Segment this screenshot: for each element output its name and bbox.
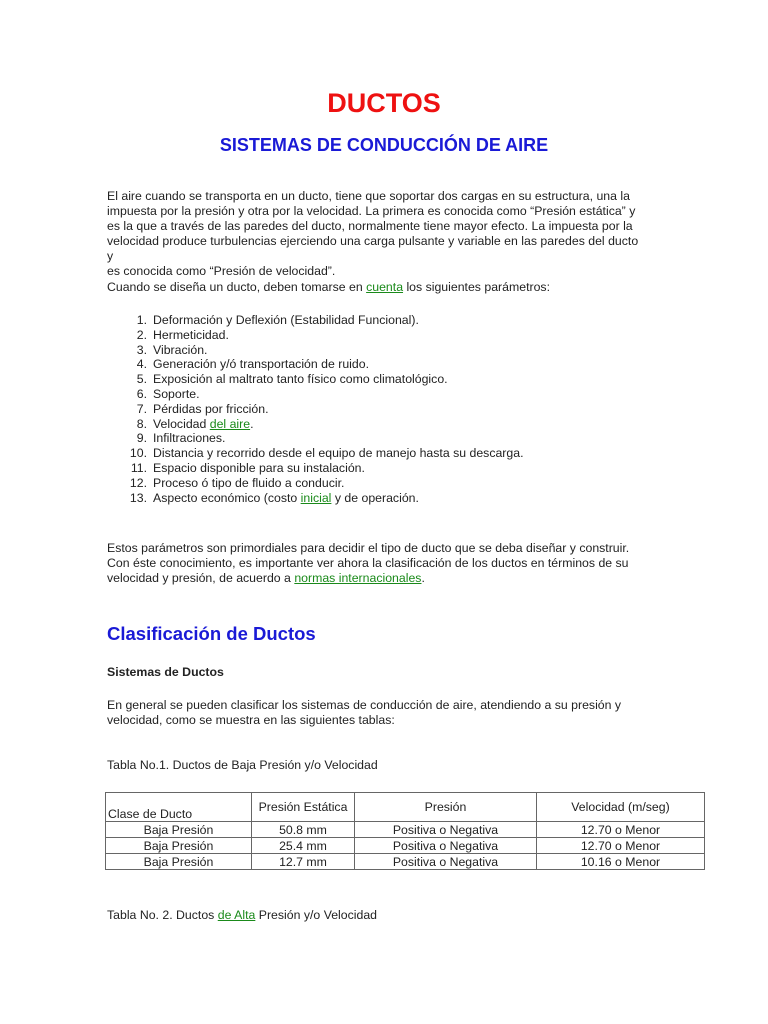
column-header: Velocidad (m/seg): [537, 793, 705, 822]
list-number: 5.: [136, 372, 147, 387]
table-header-row: [106, 793, 705, 822]
column-header: Presión: [355, 793, 537, 822]
list-item-text: Deformación y Deflexión (Estabilidad Funcional).: [153, 313, 419, 327]
table-row: [106, 822, 705, 838]
table-cell: Positiva o Negativa: [355, 822, 537, 838]
table-cell: Baja Presión: [106, 838, 252, 854]
table2-caption: [107, 908, 377, 922]
list-number: 8.: [136, 416, 147, 431]
list-item-text-end: y de operación.: [331, 490, 419, 505]
table1-caption: Tabla No.1. Ductos de Baja Presión y/o Velocidad: [107, 758, 378, 772]
summary-line: Con éste conocimiento, es importante ver ahora la clasificación de los ductos en términos de su: [107, 556, 629, 570]
list-number: 9.: [136, 431, 147, 446]
intro-paragraph: [107, 189, 647, 279]
list-item-text: Exposición al maltrato tanto físico como climatológico.: [153, 372, 448, 387]
list-number: 4.: [136, 357, 147, 372]
table-row: [106, 838, 705, 854]
intro-line: impuesta por la presión y otra por la velocidad. La primera es conocida como “Presión estática” y: [107, 204, 636, 218]
list-item-text: Vibración.: [153, 342, 208, 357]
list-item: [107, 313, 524, 328]
list-number: 2.: [136, 327, 147, 342]
list-number: 10.: [129, 446, 147, 461]
list-number: 3.: [136, 342, 147, 357]
page-title: DUCTOS: [327, 88, 441, 118]
table-cell: Positiva o Negativa: [355, 838, 537, 854]
section-heading: Clasificación de Ductos: [107, 623, 316, 644]
list-item: [107, 491, 524, 506]
list-number: 1.: [136, 313, 147, 327]
summary-line: Estos parámetros son primordiales para decidir el tipo de ducto que se deba diseñar y construir.: [107, 541, 630, 555]
list-item: [107, 387, 524, 402]
cuenta-link[interactable]: cuenta: [366, 280, 404, 294]
section-line: En general se pueden clasificar los sistemas de conducción de aire, atendiendo a su presión y: [107, 698, 622, 712]
inicial-link[interactable]: inicial: [300, 490, 332, 505]
list-item: [107, 372, 524, 387]
list-item: [107, 461, 524, 476]
list-item-text-end: .: [250, 416, 254, 431]
table-cell: 50.8 mm: [252, 822, 355, 838]
parameters-list: [107, 313, 524, 505]
table-cell: 12.7 mm: [252, 854, 355, 870]
list-item-text: Generación y/ó transportación de ruido.: [153, 357, 370, 372]
list-number: 7.: [136, 401, 147, 416]
list-item-text: Hermeticidad.: [153, 327, 229, 342]
del-aire-link[interactable]: del aire: [209, 416, 251, 431]
list-item: [107, 446, 524, 461]
summary-text: velocidad y presión, de acuerdo a: [107, 571, 295, 585]
list-number: 6.: [136, 386, 147, 401]
column-header: Presión Estática: [252, 793, 355, 822]
list-item: [107, 357, 524, 372]
section-line: velocidad, como se muestra en las siguientes tablas:: [107, 713, 395, 727]
list-item: [107, 402, 524, 417]
normas-internacionales-link[interactable]: normas internacionales: [294, 571, 422, 585]
section-paragraph: [107, 698, 647, 728]
intro-line: El aire cuando se transporta en un ducto, tiene que soportar dos cargas en su estructura, una la: [107, 189, 630, 203]
list-item: [107, 328, 524, 343]
table-row: [106, 854, 705, 870]
list-item-text: Velocidad: [153, 416, 210, 431]
params-intro-text-end: los siguientes parámetros:: [403, 280, 550, 294]
intro-line: es la que a través de las paredes del ducto, normalmente tiene mayor efecto. La impuesta por la: [107, 219, 633, 233]
list-item-text: Distancia y recorrido desde el equipo de manejo hasta su descarga.: [153, 446, 524, 461]
params-intro: [107, 280, 647, 295]
table-cell: Baja Presión: [106, 854, 252, 870]
list-item-text: Aspecto económico (costo: [153, 490, 301, 505]
summary-text-end: .: [421, 571, 425, 585]
list-item-text: Proceso ó tipo de fluido a conducir.: [153, 475, 345, 490]
column-header: Clase de Ducto: [106, 793, 252, 822]
list-item: [107, 417, 524, 432]
params-intro-text: Cuando se diseña un ducto, deben tomarse en: [107, 280, 367, 294]
table-cell: 12.70 o Menor: [537, 838, 705, 854]
list-item: [107, 476, 524, 491]
summary-paragraph: [107, 541, 647, 586]
list-item: [107, 431, 524, 446]
low-pressure-table: [105, 792, 705, 870]
list-item-text: Infiltraciones.: [153, 431, 226, 446]
summary-line: [107, 571, 647, 586]
intro-line: es conocida como “Presión de velocidad”.: [107, 264, 336, 278]
table2-caption-text: Tabla No. 2. Ductos: [107, 908, 218, 922]
list-number: 13.: [129, 490, 147, 505]
list-item-text: Pérdidas por fricción.: [153, 401, 269, 416]
table2-caption-text-end: Presión y/o Velocidad: [255, 908, 378, 922]
list-number: 11.: [130, 460, 147, 475]
section-subheading: Sistemas de Ductos: [107, 665, 224, 679]
intro-line: velocidad produce turbulencias ejerciendo una carga pulsante y variable en las paredes del ducto y: [107, 234, 639, 263]
list-item-text: Soporte.: [153, 386, 200, 401]
list-item: [107, 343, 524, 358]
table-cell: 12.70 o Menor: [537, 822, 705, 838]
page-subtitle: SISTEMAS DE CONDUCCIÓN DE AIRE: [219, 135, 549, 155]
de-alta-link[interactable]: de Alta: [217, 908, 256, 922]
table-cell: 25.4 mm: [252, 838, 355, 854]
list-number: 12.: [129, 475, 147, 490]
list-item-text: Espacio disponible para su instalación.: [153, 460, 365, 475]
table-cell: Baja Presión: [106, 822, 252, 838]
table-cell: Positiva o Negativa: [355, 854, 537, 870]
table-cell: 10.16 o Menor: [537, 854, 705, 870]
